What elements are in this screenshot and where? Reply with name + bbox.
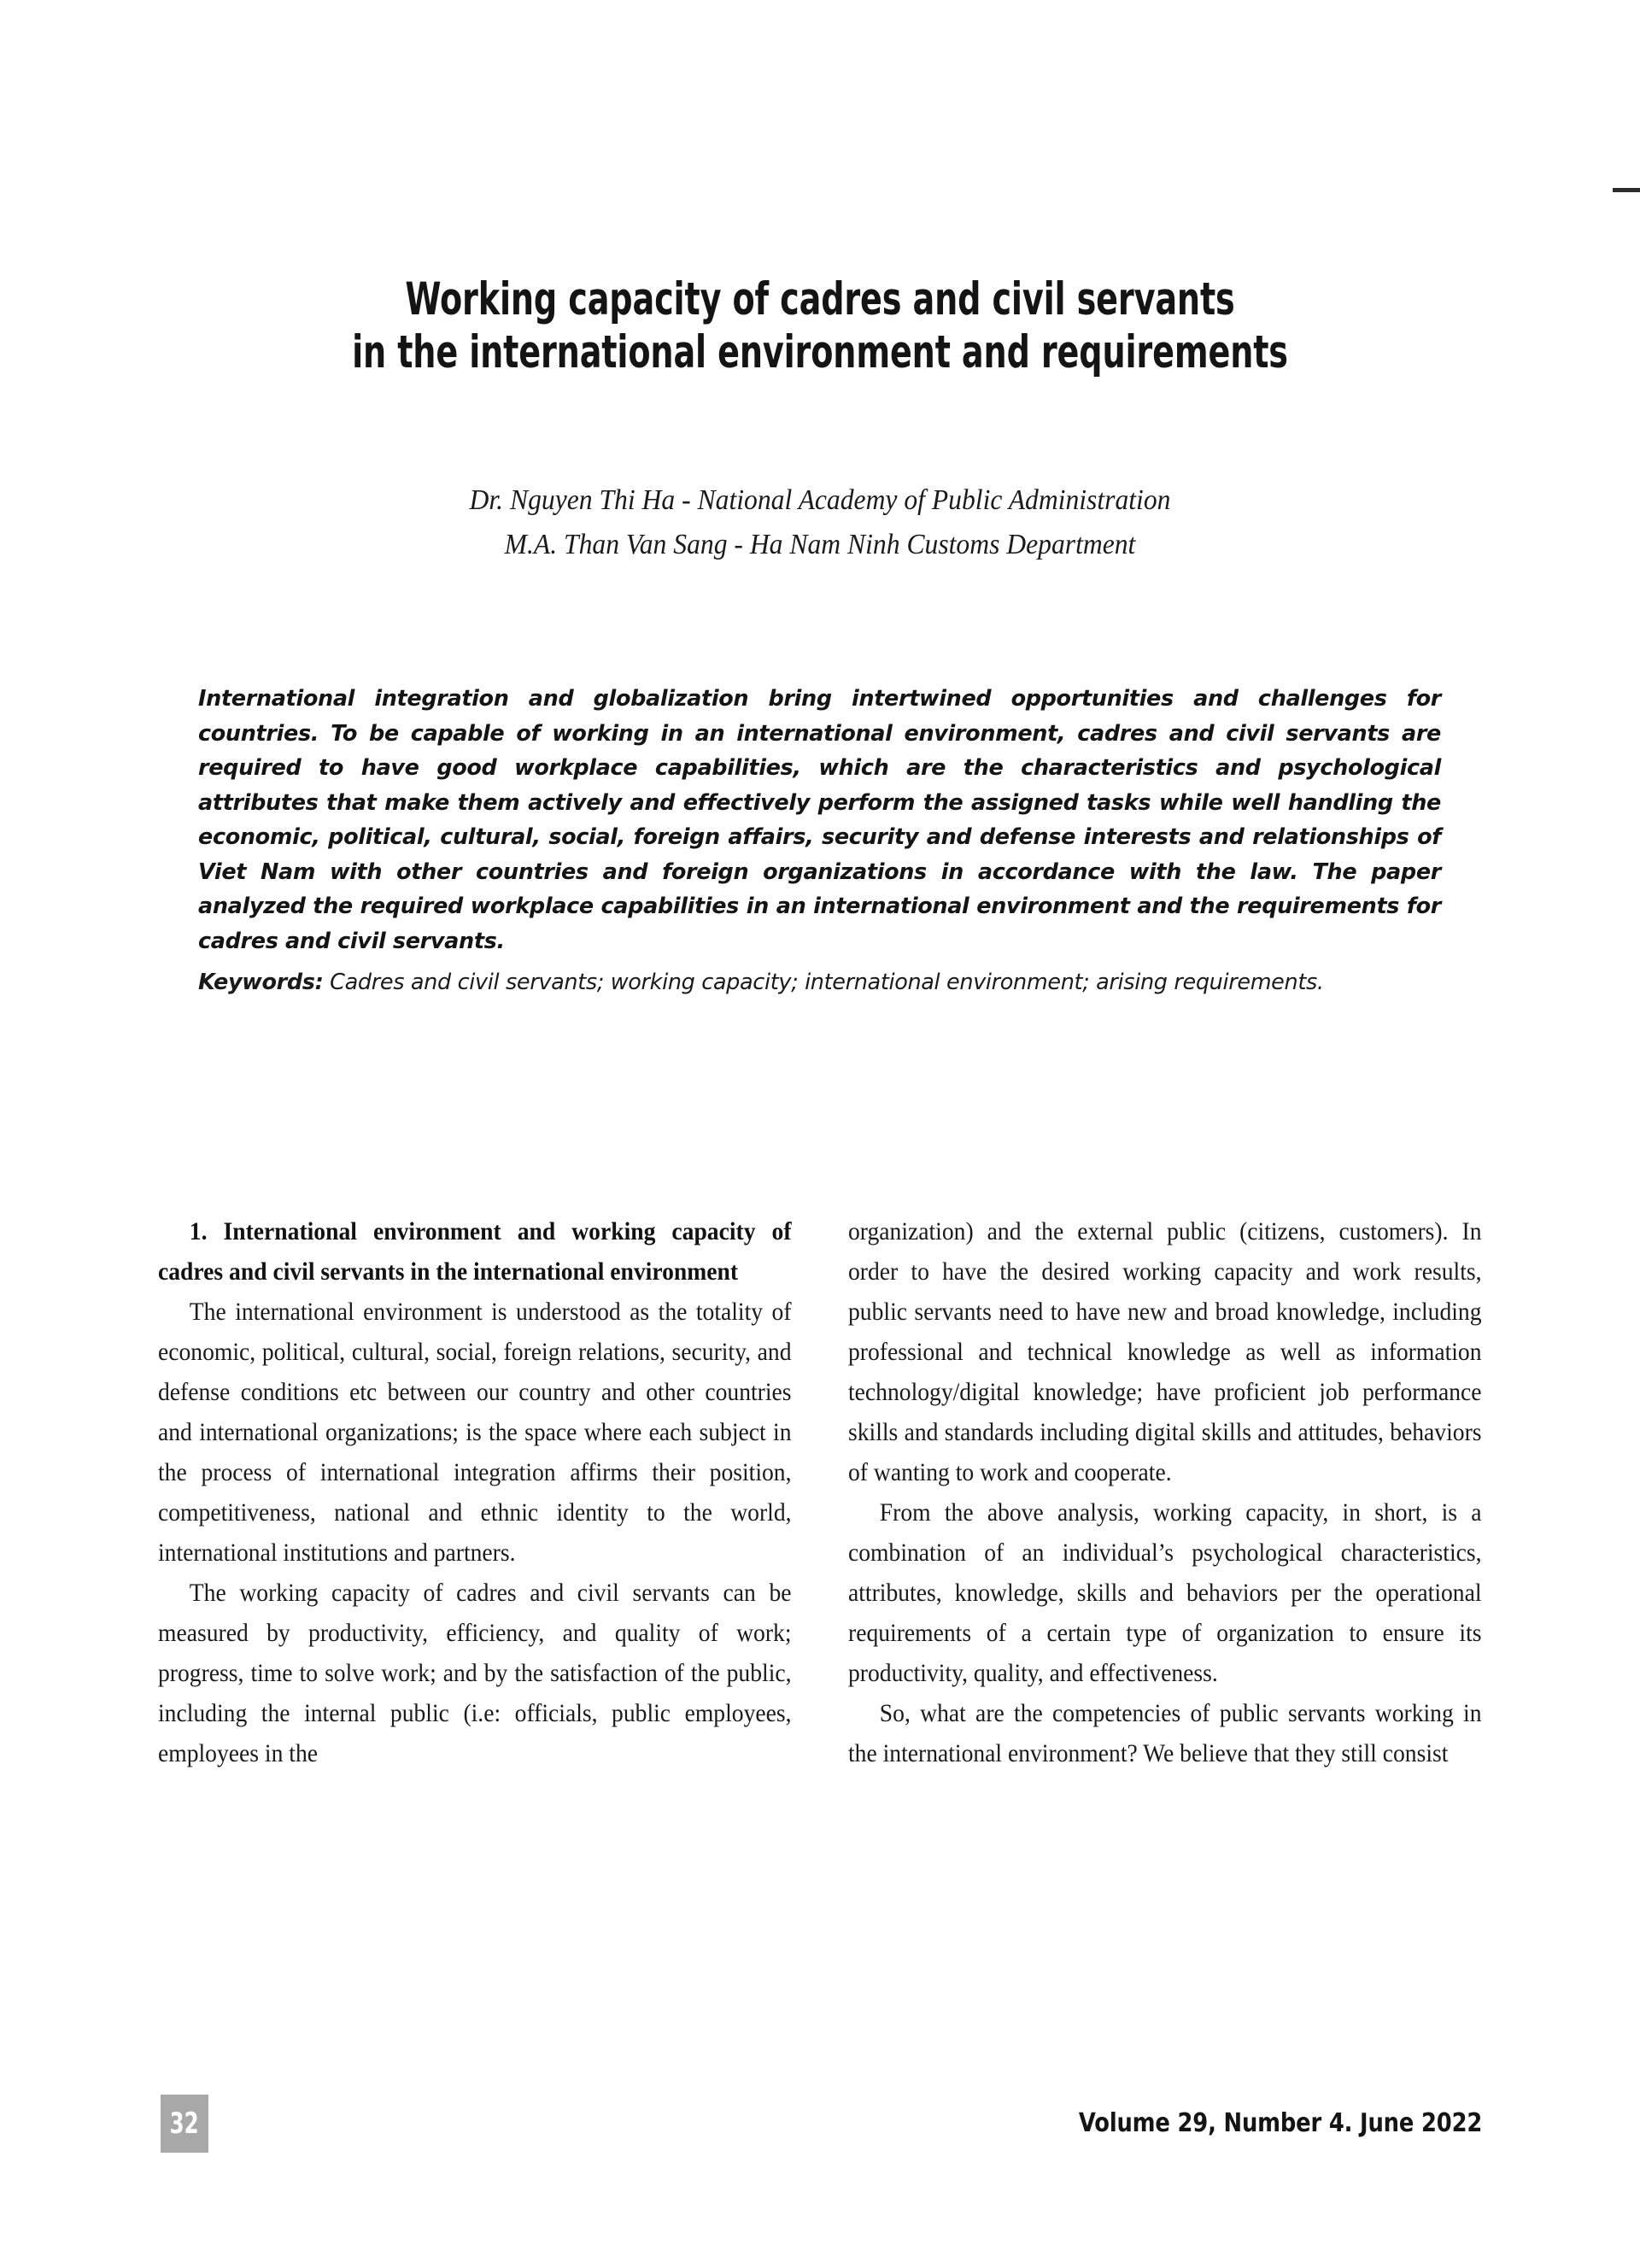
title-line-2: in the international environment and requirements (352, 326, 1288, 378)
right-paragraph-2: From the above analysis, working capacity, in short, is a combination of an individual’s psychological characteristics, attributes, knowledge, skills and behaviors per the operational requirements of a certain type of organization to ensure its productivity, quality, and effectiveness. (848, 1498, 1482, 1687)
left-paragraph-2: The working capacity of cadres and civil servants can be measured by productivity, efficiency, and quality of work; progress, time to solve work; and by the satisfaction of the public, including the internal public (i.e: officials, public employees, employees in the (158, 1579, 792, 1767)
right-paragraph-3: So, what are the competencies of public servants working in the international environment? We believe that they still consist (848, 1699, 1482, 1767)
section-heading-1: 1. International environment and working capacity of cadres and civil servants in the international environment (158, 1217, 792, 1286)
keywords-text: Cadres and civil servants; working capacity; international environment; arising requirements. (323, 970, 1324, 995)
page-number-text: 32 (169, 2107, 200, 2141)
page-number-badge (161, 2095, 208, 2153)
keywords-line (198, 965, 1441, 1000)
right-paragraph-1: organization) and the external public (citizens, customers). In order to have the desired working capacity and work results, public servants need to have new and broad knowledge, including professional and technical knowledge as well as information technology/digital knowledge; have proficient job performance skills and standards including digital skills and attitudes, behaviors of wanting to work and cooperate. (848, 1217, 1482, 1486)
volume-info-text: Volume 29, Number 4. June 2022 (1078, 2108, 1482, 2138)
title-line-1: Working capacity of cadres and civil servants (405, 273, 1235, 325)
left-paragraph-1: The international environment is understood as the totality of economic, political, cultural, social, foreign relations, security, and defense conditions etc between our country and other countries and international organizations; is the space where each subject in the process of international integration affirms their position, competitiveness, national and ethnic identity to the world, international institutions and partners. (158, 1298, 792, 1567)
body-column-right (848, 1211, 1482, 1773)
page-title (158, 273, 1482, 379)
abstract-text: International integration and globalization bring intertwined opportunities and challenges for countries. To be capable of working in an international environment, cadres and civil servants are required to have good workplace capabilities, which are the characteristics and psychological attributes that make them actively and effectively perform the assigned tasks while well handling the economic, political, cultural, social, foreign affairs, security and defense interests and relationships of Viet Nam with other countries and foreign organizations in accordance with the law. The paper analyzed the required workplace capabilities in an international environment and the requirements for cadres and civil servants. (198, 686, 1441, 954)
volume-info (948, 2108, 1482, 2138)
body-column-left (158, 1211, 792, 1773)
author-line-2: M.A. Than Van Sang - Ha Nam Ninh Customs Department (504, 529, 1136, 560)
abstract-block (198, 682, 1441, 1000)
author-line-1: Dr. Nguyen Thi Ha - National Academy of Public Administration (469, 484, 1171, 516)
crop-mark-icon (1613, 188, 1640, 192)
author-affiliation-block (158, 478, 1482, 567)
keywords-label: Keywords: (198, 970, 324, 995)
